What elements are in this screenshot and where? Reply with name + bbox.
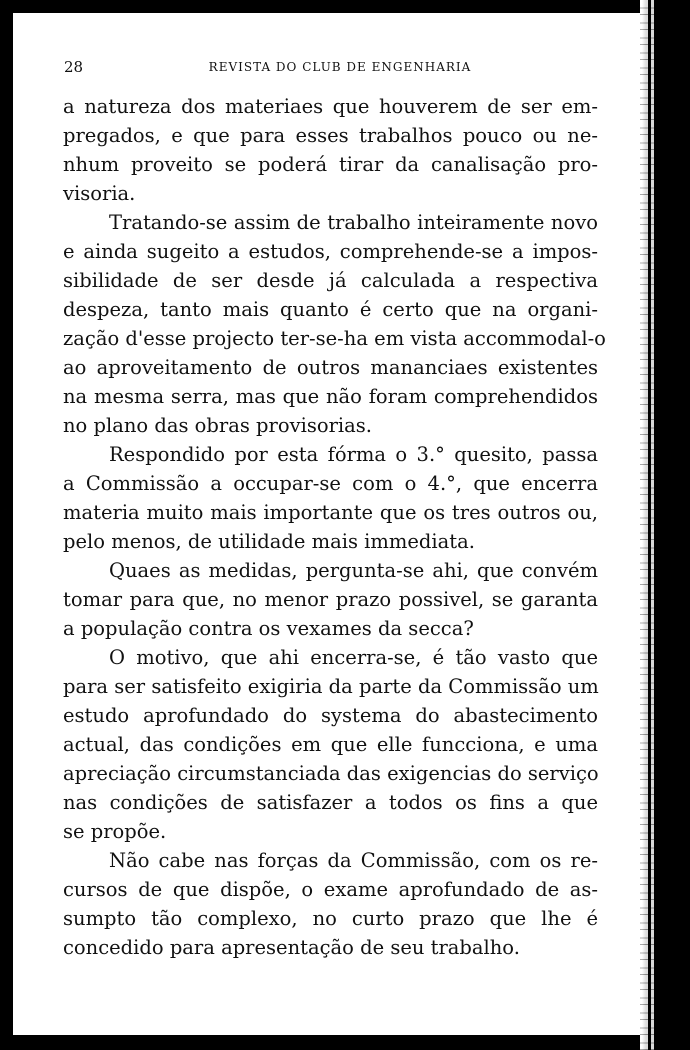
text-line: a população contra os vexames da secca? [63,617,474,640]
text-line: Respondido por esta fórma o 3.° quesito, passa [109,443,598,466]
text-line: sumpto tão complexo, no curto prazo que lhe é [63,907,598,930]
paragraph-4 [63,556,598,643]
text-line: apreciação circumstanciada das exigencias do serviço [63,762,599,785]
paragraph-1 [63,92,598,208]
text-line: sibilidade de ser desde já calculada a respectiva [63,269,598,292]
text-line: no plano das obras provisorias. [63,414,372,437]
text-line: e ainda sugeito a estudos, comprehende-se a impos- [63,240,598,263]
running-head: REVISTA DO CLUB DE ENGENHARIA [208,60,472,74]
text-line: materia muito mais importante que os tres outros ou, [63,501,598,524]
text-line: ao aproveitamento de outros mananciaes existentes [63,356,598,379]
text-line: Quaes as medidas, pergunta-se ahi, que convém [109,559,598,582]
text-line: a Commissão a occupar-se com o 4.°, que encerra [63,472,598,495]
page-header [64,58,596,82]
text-line: concedido para apresentação de seu trabalho. [63,936,520,959]
text-line: zação d'esse projecto ter-se-ha em vista accommodal-o [63,327,606,350]
paragraph-5 [63,643,598,846]
text-line: pregados, e que para esses trabalhos pouco ou ne- [63,124,598,147]
book-spine-edge [640,0,654,1050]
text-line: cursos de que dispõe, o exame aprofundado de as- [63,878,598,901]
text-line: nhum proveito se poderá tirar da canalisação pro- [63,153,598,176]
paragraph-2 [63,208,606,440]
paragraph-6 [63,846,598,962]
text-line: Não cabe nas forças da Commissão, com os re- [109,849,598,872]
text-line: para ser satisfeito exigiria da parte da Commissão um [63,675,599,698]
book-spine-line [648,0,651,1050]
page-number: 28 [64,58,84,76]
body-text [63,92,606,962]
text-line: pelo menos, de utilidade mais immediata. [63,530,475,553]
text-line: na mesma serra, mas que não foram comprehendidos [63,385,598,408]
text-line: despeza, tanto mais quanto é certo que na organi- [63,298,598,321]
text-line: O motivo, que ahi encerra-se, é tão vasto que [109,646,598,669]
paragraph-3 [63,440,598,556]
text-line: se propõe. [63,820,167,843]
text-line: a natureza dos materiaes que houverem de ser em- [63,95,598,118]
text-line: estudo aprofundado do systema do abastecimento [63,704,598,727]
text-line: tomar para que, no menor prazo possivel, se garanta [63,588,598,611]
text-line: Tratando-se assim de trabalho inteiramente novo [109,211,598,234]
text-line: visoria. [63,182,136,205]
text-line: nas condições de satisfazer a todos os fins a que [63,791,598,814]
text-line: actual, das condições em que elle funcciona, e uma [63,733,598,756]
